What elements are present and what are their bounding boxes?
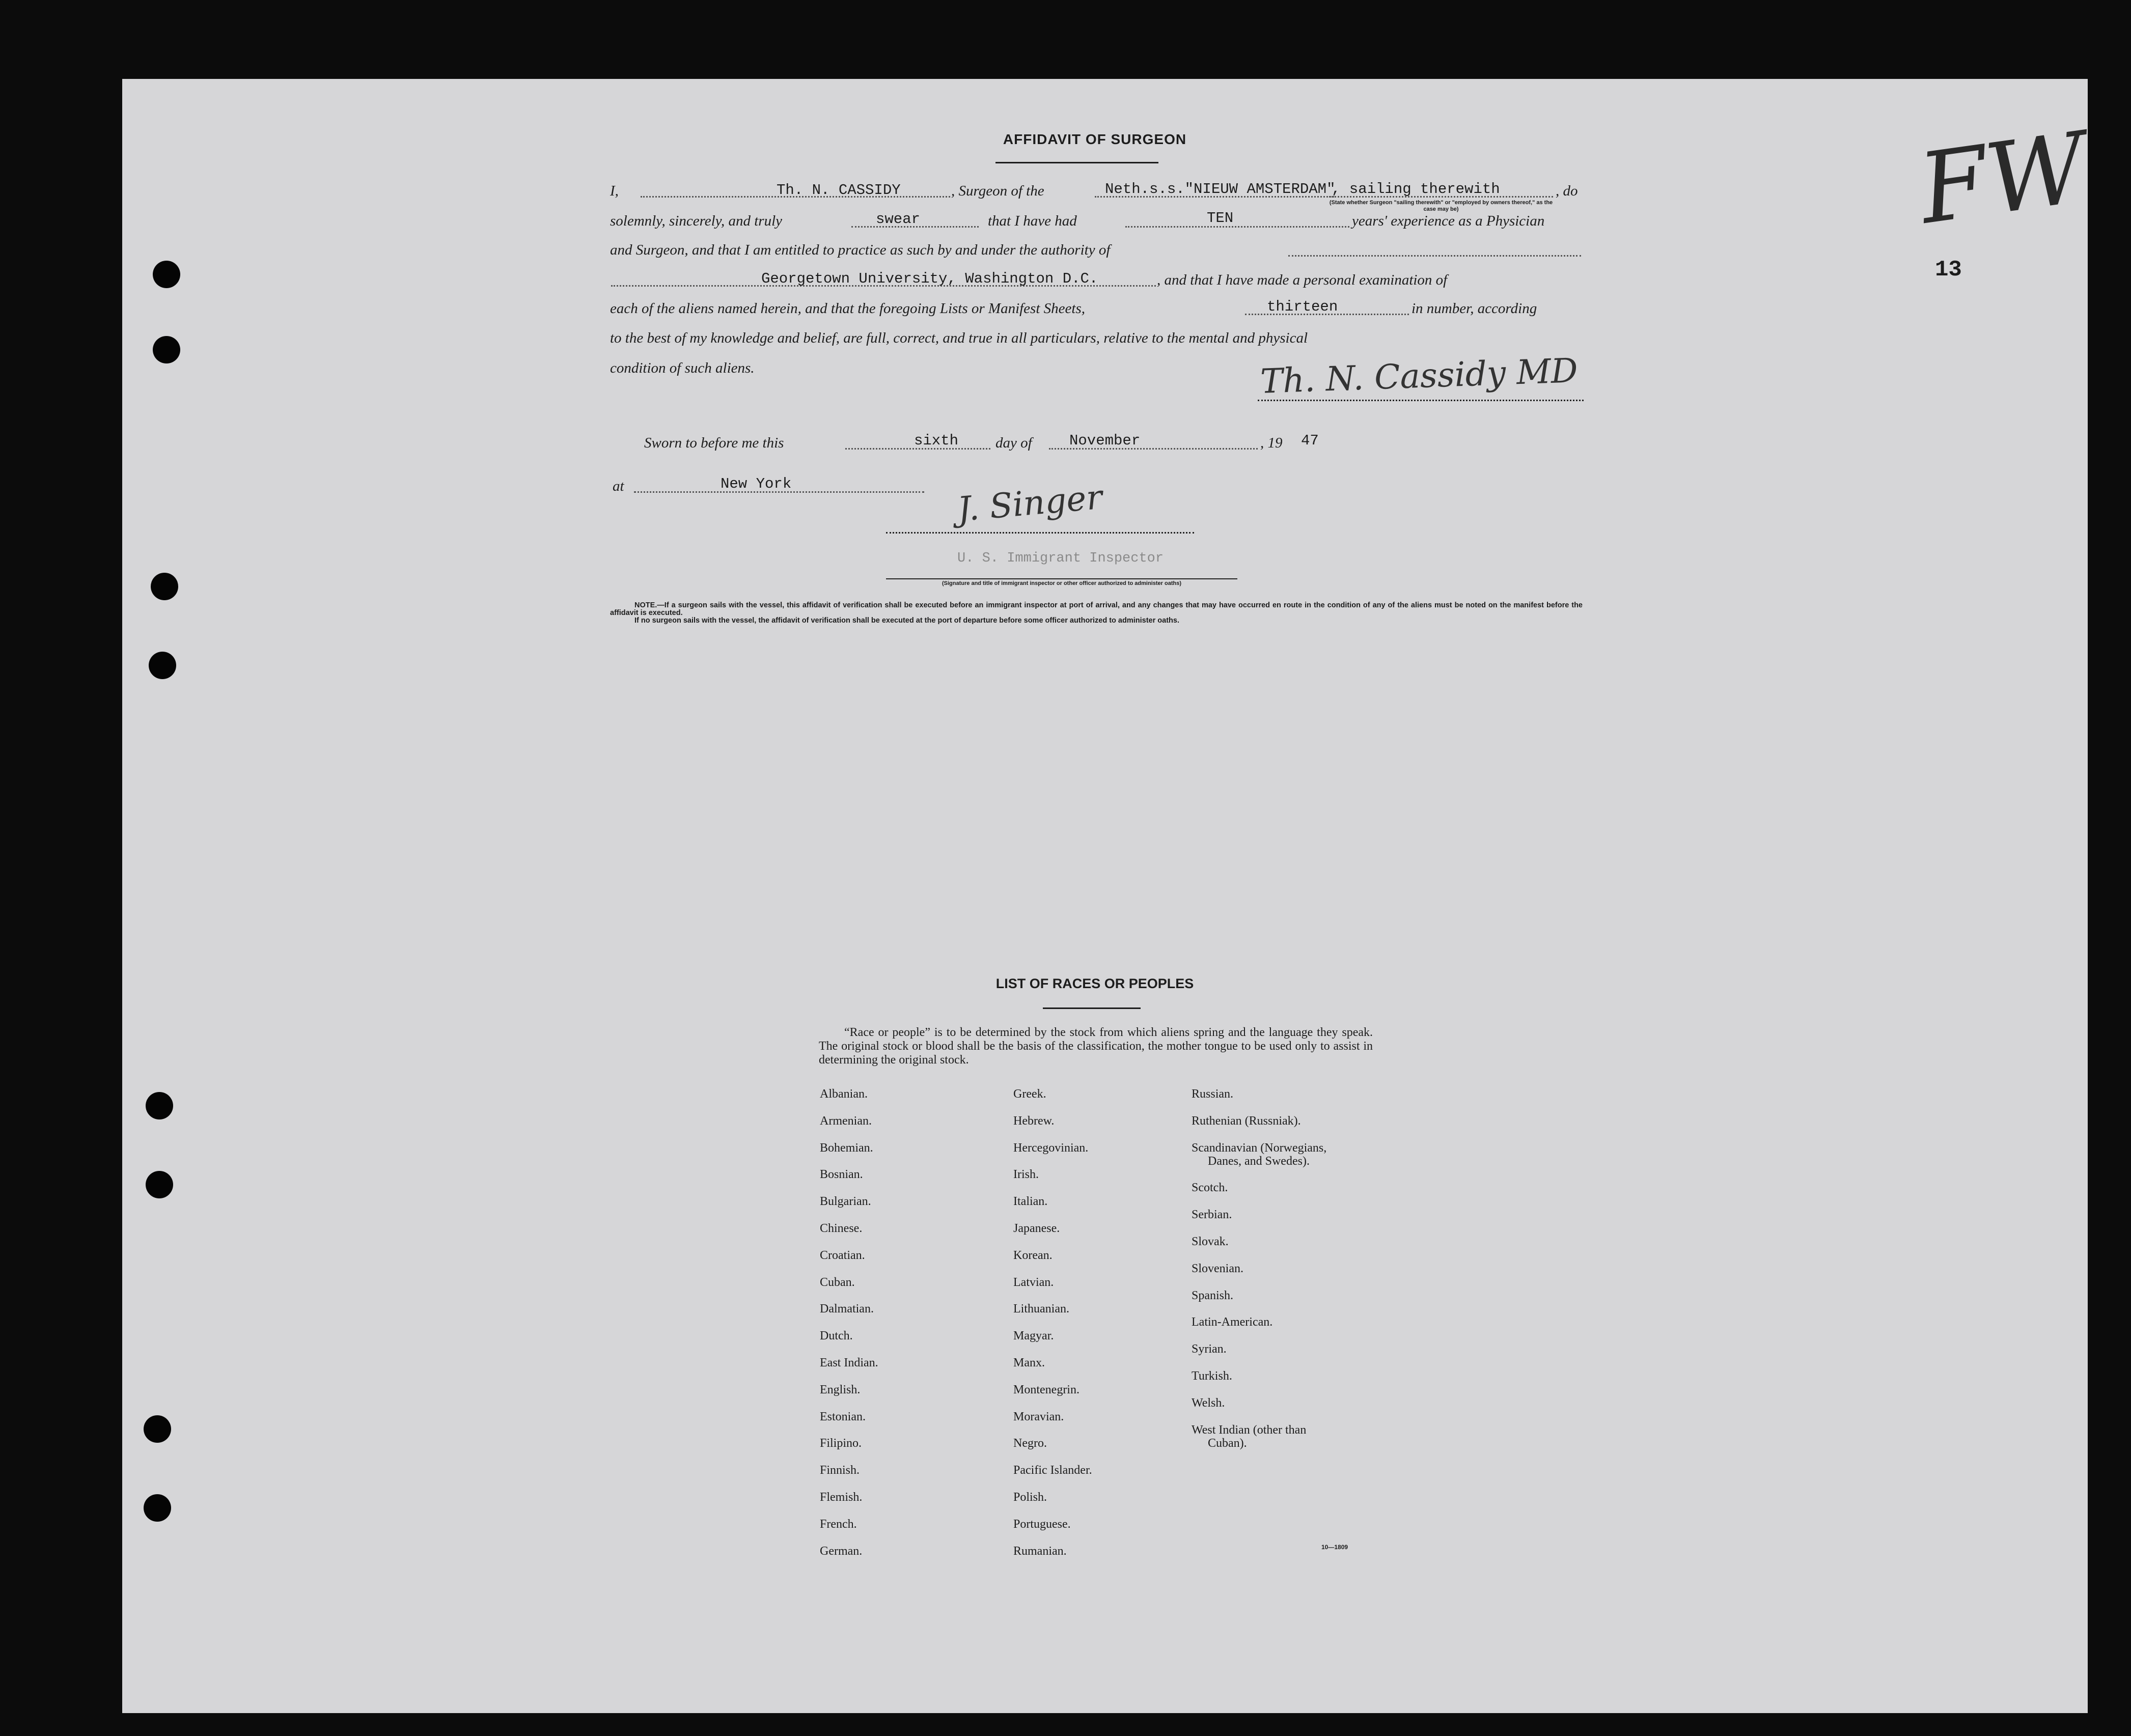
punch-hole bbox=[146, 1092, 173, 1119]
race-item: Finnish. bbox=[820, 1464, 860, 1477]
vessel-name: Neth.s.s."NIEUW AMSTERDAM" bbox=[1105, 181, 1336, 198]
sworn-place: New York bbox=[721, 475, 792, 492]
race-item: Dutch. bbox=[820, 1329, 853, 1343]
race-item: Cuban). bbox=[1208, 1436, 1247, 1450]
affidavit-line6: to the best of my knowledge and belief, are full, correct, and true in all particulars, relative to the mental and physical bbox=[610, 330, 1308, 346]
blank-authority-a bbox=[1288, 255, 1581, 257]
race-item: West Indian (other than bbox=[1192, 1423, 1307, 1437]
race-item: Syrian. bbox=[1192, 1342, 1227, 1356]
sheets-count: thirteen bbox=[1267, 298, 1338, 315]
affidavit-line7: condition of such aliens. bbox=[610, 360, 755, 376]
race-item: Hercegovinian. bbox=[1013, 1141, 1089, 1155]
blank-years bbox=[1125, 226, 1349, 228]
sworn-year: 47 bbox=[1301, 432, 1319, 449]
inspector-caption: (Signature and title of immigrant inspector or other officer authorized to administer oaths) bbox=[942, 580, 1181, 586]
affidavit-line2b: that I have had bbox=[988, 213, 1077, 229]
punch-hole bbox=[153, 336, 180, 363]
race-item: Armenian. bbox=[820, 1114, 872, 1128]
swear-word: swear bbox=[876, 211, 921, 228]
races-title-divider bbox=[1043, 1007, 1141, 1009]
race-item: Lithuanian. bbox=[1013, 1302, 1069, 1316]
affidavit-line2c: years' experience as a Physician bbox=[1352, 213, 1545, 229]
race-item: Cuban. bbox=[820, 1275, 855, 1289]
races-column-3 bbox=[1192, 1081, 1326, 1450]
affidavit-line5a: each of the aliens named herein, and that the foregoing Lists or Manifest Sheets, bbox=[610, 300, 1085, 317]
race-item: Polish. bbox=[1013, 1490, 1047, 1504]
race-item: Greek. bbox=[1013, 1087, 1046, 1101]
race-item: Scotch. bbox=[1192, 1181, 1228, 1195]
race-item: Russian. bbox=[1192, 1087, 1234, 1101]
race-item: Rumanian. bbox=[1013, 1544, 1067, 1558]
race-item: Slovenian. bbox=[1192, 1262, 1243, 1275]
race-item: Spanish. bbox=[1192, 1289, 1234, 1302]
affidavit-line2a: solemnly, sincerely, and truly bbox=[610, 213, 783, 229]
race-item: Negro. bbox=[1013, 1437, 1047, 1450]
race-item: Magyar. bbox=[1013, 1329, 1054, 1343]
affidavit-line3: and Surgeon, and that I am entitled to practice as such by and under the authority of bbox=[610, 242, 1111, 258]
race-item: East Indian. bbox=[820, 1356, 878, 1369]
punch-hole bbox=[151, 573, 178, 600]
inspector-signature: J. Singer bbox=[956, 477, 1104, 529]
affidavit-title: AFFIDAVIT OF SURGEON bbox=[1003, 131, 1187, 147]
races-intro-text: “Race or people” is to be determined by the stock from which aliens spring and the language they speak. The original stock or blood shall be the basis of the classification, the mother tongue to be used only to assist in determining the original stock. bbox=[819, 1026, 1373, 1067]
race-item: Croatian. bbox=[820, 1248, 865, 1262]
races-title: LIST OF RACES OR PEOPLES bbox=[995, 976, 1194, 991]
race-item: Japanese. bbox=[1013, 1221, 1060, 1235]
punch-hole bbox=[144, 1494, 171, 1522]
race-item: Moravian. bbox=[1013, 1410, 1064, 1423]
affidavit-i: I, bbox=[610, 183, 619, 199]
surgeon-of-text: , Surgeon of the bbox=[951, 183, 1044, 199]
race-item: Montenegrin. bbox=[1013, 1383, 1080, 1396]
race-item: Danes, and Swedes). bbox=[1208, 1155, 1310, 1168]
races-column-2 bbox=[1013, 1081, 1092, 1564]
race-item: Filipino. bbox=[820, 1437, 862, 1450]
punch-hole bbox=[149, 652, 176, 679]
punch-hole bbox=[153, 261, 180, 288]
race-item: Albanian. bbox=[820, 1087, 868, 1101]
race-item: Bosnian. bbox=[820, 1168, 863, 1182]
inspector-title-line bbox=[886, 578, 1237, 579]
race-item: Slovak. bbox=[1192, 1235, 1229, 1248]
race-item: Bohemian. bbox=[820, 1141, 873, 1155]
title-divider bbox=[995, 162, 1158, 163]
race-item: Irish. bbox=[1013, 1168, 1039, 1182]
race-item: Turkish. bbox=[1192, 1369, 1232, 1383]
affidavit-line4b: , and that I have made a personal examination of bbox=[1157, 272, 1448, 288]
sworn-century: , 19 bbox=[1260, 435, 1283, 451]
race-item: Hebrew. bbox=[1013, 1114, 1055, 1128]
races-intro bbox=[819, 1026, 1373, 1067]
race-item: Dalmatian. bbox=[820, 1302, 874, 1316]
affidavit-note bbox=[610, 602, 1583, 625]
race-item: German. bbox=[820, 1544, 863, 1558]
sworn-text: Sworn to before me this bbox=[644, 435, 784, 451]
race-item: Korean. bbox=[1013, 1248, 1053, 1262]
authority-name: Georgetown University, Washington D.C. bbox=[761, 270, 1098, 287]
race-item: English. bbox=[820, 1383, 861, 1396]
years-experience: TEN bbox=[1207, 210, 1234, 227]
races-column-1 bbox=[820, 1081, 878, 1564]
note-paragraph-2: If no surgeon sails with the vessel, the affidavit of verification shall be executed at the port of departure before some officer authorized to administer oaths. bbox=[634, 617, 1179, 625]
day-of-text: day of bbox=[995, 435, 1032, 451]
race-item: Latvian. bbox=[1013, 1275, 1054, 1289]
sailing-therewith: , sailing therewith bbox=[1332, 181, 1500, 198]
race-item: Ruthenian (Russniak). bbox=[1192, 1114, 1301, 1128]
surgeon-name: Th. N. CASSIDY bbox=[777, 182, 901, 199]
corner-handwritten-mark: FW bbox=[1913, 111, 2093, 246]
race-item: Bulgarian. bbox=[820, 1195, 871, 1209]
race-item: Serbian. bbox=[1192, 1208, 1232, 1222]
race-item: Italian. bbox=[1013, 1195, 1048, 1209]
sworn-day: sixth bbox=[914, 432, 959, 449]
race-item: Portuguese. bbox=[1013, 1517, 1071, 1531]
race-item: Estonian. bbox=[820, 1410, 866, 1423]
affidavit-do: , do bbox=[1556, 183, 1578, 199]
punch-hole bbox=[144, 1415, 171, 1443]
inspector-title: U. S. Immigrant Inspector bbox=[957, 551, 1164, 566]
surgeon-signature: Th. N. Cassidy MD bbox=[1259, 351, 1579, 401]
race-item: Scandinavian (Norwegians, bbox=[1192, 1141, 1327, 1155]
sailing-note: (State whether Surgeon "sailing therewith" or "employed by owners thereof," as the case may be) bbox=[1329, 200, 1553, 212]
race-item: Chinese. bbox=[820, 1221, 863, 1235]
race-item: Pacific Islander. bbox=[1013, 1464, 1092, 1477]
surgeon-signature-line bbox=[1258, 400, 1584, 401]
document-page bbox=[122, 79, 2088, 1713]
affidavit-line5b: in number, according bbox=[1412, 300, 1537, 317]
race-item: Manx. bbox=[1013, 1356, 1045, 1369]
sworn-month: November bbox=[1069, 432, 1141, 449]
race-item: Flemish. bbox=[820, 1490, 863, 1504]
race-item: French. bbox=[820, 1517, 857, 1531]
blank-sailing bbox=[1329, 196, 1553, 198]
inspector-signature-line bbox=[886, 532, 1194, 534]
form-number: 10—1809 bbox=[1321, 1544, 1348, 1551]
punch-hole bbox=[146, 1171, 173, 1198]
page-number: 13 bbox=[1935, 257, 1962, 283]
note-paragraph-1: NOTE.—If a surgeon sails with the vessel, this affidavit of verification shall be executed before an immigrant inspector at port of arrival, and any changes that may have occurred en route in the condition of any of the aliens must be noted on the manifest before the affidavit is executed. bbox=[610, 601, 1583, 617]
race-item: Welsh. bbox=[1192, 1396, 1225, 1410]
at-label: at bbox=[613, 478, 624, 494]
race-item: Latin-American. bbox=[1192, 1315, 1273, 1329]
